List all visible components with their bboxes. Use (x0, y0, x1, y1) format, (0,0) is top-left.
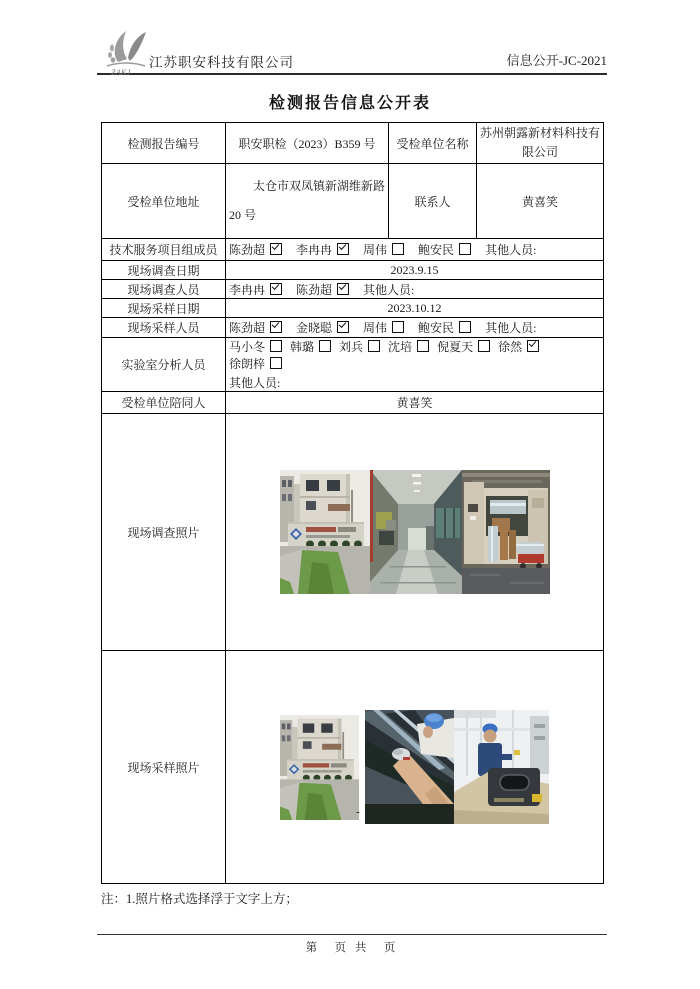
address-label: 受检单位地址 (102, 164, 226, 239)
page-title: 检测报告信息公开表 (268, 95, 431, 112)
disclosure-table (101, 122, 604, 884)
survey-photos-cell (226, 414, 604, 651)
sampling-date-value: 2023.10.12 (226, 299, 604, 318)
escort-value: 黄喜笑 (226, 392, 604, 414)
member-name: 李冉冉 (296, 243, 333, 257)
member-name: 周伟 (363, 321, 388, 335)
page-header (97, 27, 607, 75)
sampling-date-label: 现场采样日期 (102, 299, 226, 318)
checkbox-unchecked-icon (392, 321, 404, 333)
sampling-photos-cell (226, 651, 604, 884)
member-checked (498, 340, 539, 354)
survey-staff-cell (226, 280, 604, 299)
team-others-label: 其他人员: (485, 243, 537, 257)
sampling-photos-label: 现场采样照片 (102, 651, 226, 884)
page-number-text: 第 页 共 页 (305, 942, 399, 954)
checkbox-unchecked-icon (270, 357, 282, 369)
escort-label: 受检单位陪同人 (102, 392, 226, 414)
member-unchecked (437, 340, 490, 354)
team-label: 技术服务项目组成员 (102, 239, 226, 261)
member-name: 金晓聪 (296, 321, 333, 335)
survey-photo-strip (280, 470, 550, 594)
checkbox-checked-icon (270, 283, 282, 295)
checkbox-checked-icon (337, 243, 349, 255)
team-members-cell (226, 239, 604, 261)
page-footer (97, 934, 607, 955)
checkbox-unchecked-icon (478, 340, 490, 352)
photo-coating-machine (462, 470, 550, 594)
checkbox-checked-icon (270, 243, 282, 255)
member-name: 倪夏天 (437, 340, 474, 354)
survey-others-label: 其他人员: (363, 282, 415, 297)
survey-date-label: 现场调查日期 (102, 261, 226, 280)
member-checked (296, 283, 349, 297)
checkbox-unchecked-icon (392, 243, 404, 255)
lab-staff-cell (226, 338, 604, 392)
member-checked (229, 321, 282, 335)
unit-name-value: 苏州朝露新材料科技有限公司 (477, 123, 604, 164)
checkbox-unchecked-icon (270, 340, 282, 352)
member-name: 沈培 (388, 340, 413, 354)
table-row (102, 164, 604, 239)
checkbox-checked-icon (337, 283, 349, 295)
member-unchecked (229, 357, 282, 371)
member-unchecked (418, 321, 471, 335)
sampling-staff-cell (226, 318, 604, 338)
logo-text: ZAKJ (111, 67, 131, 77)
photo-factory-exterior (280, 470, 370, 594)
survey-date-value: 2023.9.15 (226, 261, 604, 280)
table-row (102, 280, 604, 299)
table-row (102, 651, 604, 884)
photo-workshop-corridor (370, 470, 462, 594)
member-checked (229, 283, 282, 297)
report-no-value: 职安职检（2023）B359 号 (226, 123, 389, 164)
member-unchecked (290, 340, 331, 354)
table-row (102, 261, 604, 280)
checkbox-unchecked-icon (459, 243, 471, 255)
table-row (102, 123, 604, 164)
checkbox-unchecked-icon (368, 340, 380, 352)
member-name: 刘兵 (339, 340, 364, 354)
table-row (102, 318, 604, 338)
member-unchecked (418, 243, 471, 257)
company-name: 江苏职安科技有限公司 (149, 55, 294, 70)
member-unchecked (339, 340, 380, 354)
member-unchecked (229, 340, 282, 354)
member-name: 陈劲超 (229, 243, 266, 257)
unit-name-label: 受检单位名称 (389, 123, 477, 164)
table-row (102, 414, 604, 651)
member-name: 陈劲超 (229, 321, 266, 335)
lab-staff-label: 实验室分析人员 (102, 338, 226, 392)
photo-sampling-instrument-case (454, 710, 549, 824)
company-logo-icon (103, 26, 149, 78)
member-name: 李冉冉 (229, 282, 266, 297)
photo-factory-exterior (280, 715, 359, 820)
checkbox-unchecked-icon (319, 340, 331, 352)
survey-photos-label: 现场调查照片 (102, 414, 226, 651)
table-row (102, 392, 604, 414)
address-value: 太仓市双凤镇新湖维新路 20 号 (226, 164, 389, 239)
checkbox-unchecked-icon (417, 340, 429, 352)
survey-staff-label: 现场调查人员 (102, 280, 226, 299)
photo-film-roller-sampling (365, 710, 454, 824)
table-row (102, 239, 604, 261)
member-unchecked (363, 321, 404, 335)
checkbox-checked-icon (527, 340, 539, 352)
member-name: 陈劲超 (296, 282, 333, 297)
member-name: 鲍安民 (418, 321, 455, 335)
member-name: 韩璐 (290, 340, 315, 354)
member-name: 鲍安民 (418, 243, 455, 257)
checkbox-checked-icon (337, 321, 349, 333)
member-unchecked (388, 340, 429, 354)
member-checked (296, 243, 349, 257)
lab-others-label: 其他人员: (229, 376, 281, 390)
sampling-others-label: 其他人员: (485, 321, 537, 335)
contact-value: 黄喜笑 (477, 164, 604, 239)
member-checked (296, 321, 349, 335)
table-row (102, 338, 604, 392)
member-name: 徐然 (498, 340, 523, 354)
doc-code: 信息公开-JC-2021 (506, 53, 607, 68)
table-row (102, 299, 604, 318)
contact-label: 联系人 (389, 164, 477, 239)
footnote: 注：1.照片格式选择浮于文字上方； (101, 892, 298, 906)
sampling-photo-strip (280, 710, 549, 824)
sampling-staff-label: 现场采样人员 (102, 318, 226, 338)
report-no-label: 检测报告编号 (102, 123, 226, 164)
member-name: 徐朗梓 (229, 357, 266, 371)
photo-anchor-dash: - (356, 806, 360, 818)
member-name: 周伟 (363, 243, 388, 257)
member-name: 马小冬 (229, 340, 266, 354)
checkbox-checked-icon (270, 321, 282, 333)
member-checked (229, 243, 282, 257)
member-unchecked (363, 243, 404, 257)
checkbox-unchecked-icon (459, 321, 471, 333)
